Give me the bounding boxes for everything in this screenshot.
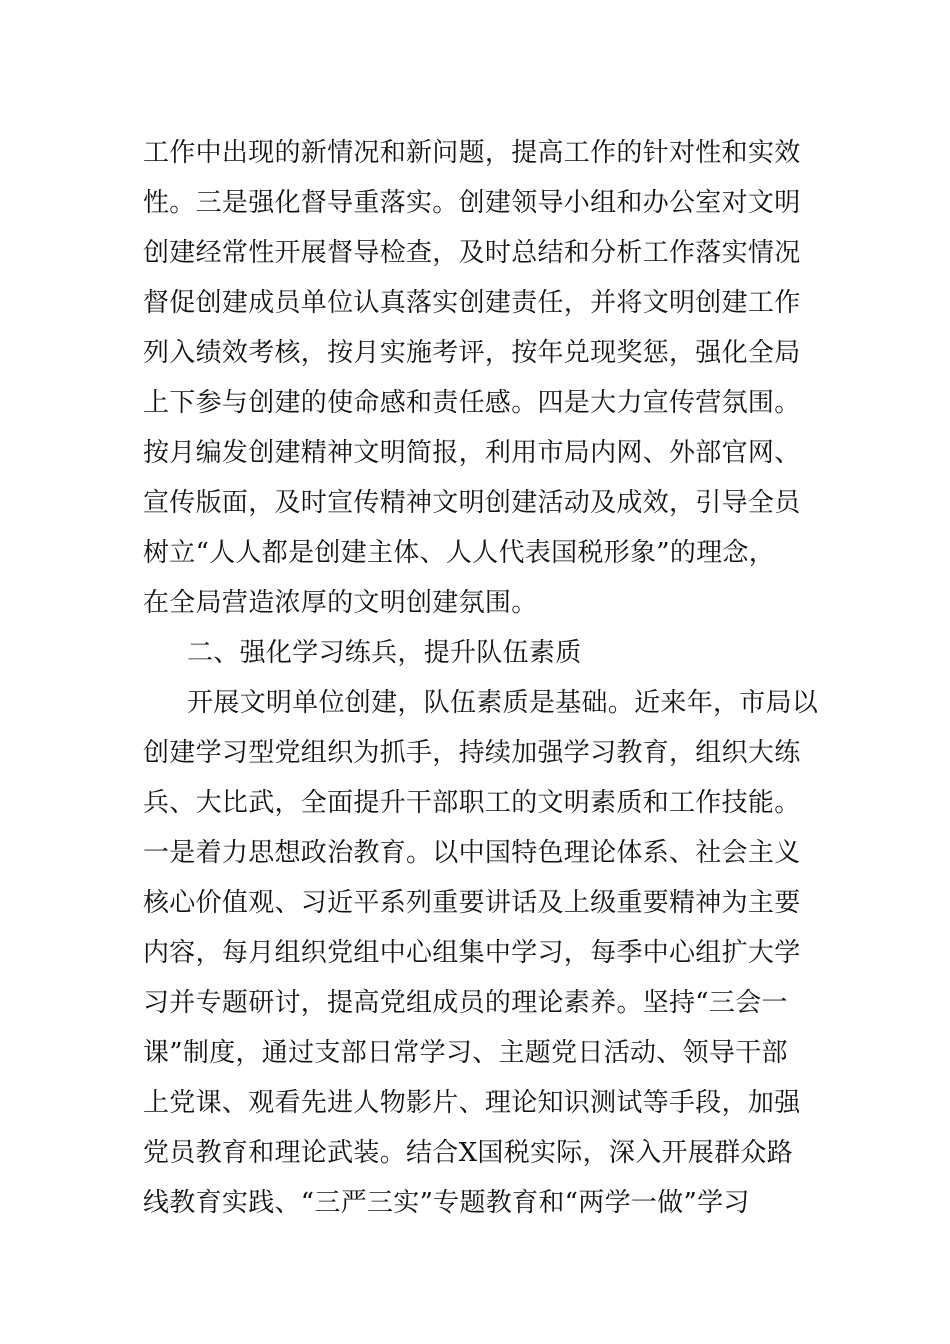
text-line: 树立“人人都是创建主体、人人代表国税形象”的理念， (143, 538, 776, 568)
text-line: 内容，每月组织党组中心组集中学习，每季中心组扩大学 (143, 938, 801, 968)
text-line: 课”制度，通过支部日常学习、主题党日活动、领导干部 (143, 1038, 788, 1068)
text-line: 列入绩效考核，按月实施考评，按年兑现奖惩，强化全局 (143, 338, 801, 368)
text-line: 核心价值观、习近平系列重要讲话及上级重要精神为主要 (143, 888, 801, 918)
text-line: 线教育实践、“三严三实”专题教育和“两学一做”学习 (143, 1188, 750, 1218)
text-line: 宣传版面，及时宣传精神文明创建活动及成效，引导全员 (143, 488, 801, 518)
document-body (143, 128, 819, 1228)
text-line: 性。三是强化督导重落实。创建领导小组和办公室对文明 (143, 188, 801, 218)
paragraph-first-line: 开展文明单位创建，队伍素质是基础。近来年，市局以 (187, 688, 819, 718)
text-line: 习并专题研讨，提高党组成员的理论素养。坚持“三会一 (143, 988, 788, 1018)
text-line: 督促创建成员单位认真落实创建责任，并将文明创建工作 (143, 288, 801, 318)
text-line: 一是着力思想政治教育。以中国特色理论体系、社会主义 (143, 838, 801, 868)
text-line: 创建经常性开展督导检查，及时总结和分析工作落实情况 (143, 238, 801, 268)
text-line: 兵、大比武，全面提升干部职工的文明素质和工作技能。 (143, 788, 801, 818)
text-line: 创建学习型党组织为抓手，持续加强学习教育，组织大练 (143, 738, 801, 768)
text-line: 上下参与创建的使命感和责任感。四是大力宣传营氛围。 (143, 388, 801, 418)
section-heading: 二、强化学习练兵，提升队伍素质 (187, 638, 582, 668)
text-line: 党员教育和理论武装。结合X国税实际，深入开展群众路 (143, 1138, 794, 1168)
text-line: 上党课、观看先进人物影片、理论知识测试等手段，加强 (143, 1088, 801, 1118)
text-line: 工作中出现的新情况和新问题，提高工作的针对性和实效 (143, 138, 801, 168)
text-line: 在全局营造浓厚的文明创建氛围。 (143, 588, 538, 618)
text-line: 按月编发创建精神文明简报，利用市局内网、外部官网、 (143, 438, 801, 468)
